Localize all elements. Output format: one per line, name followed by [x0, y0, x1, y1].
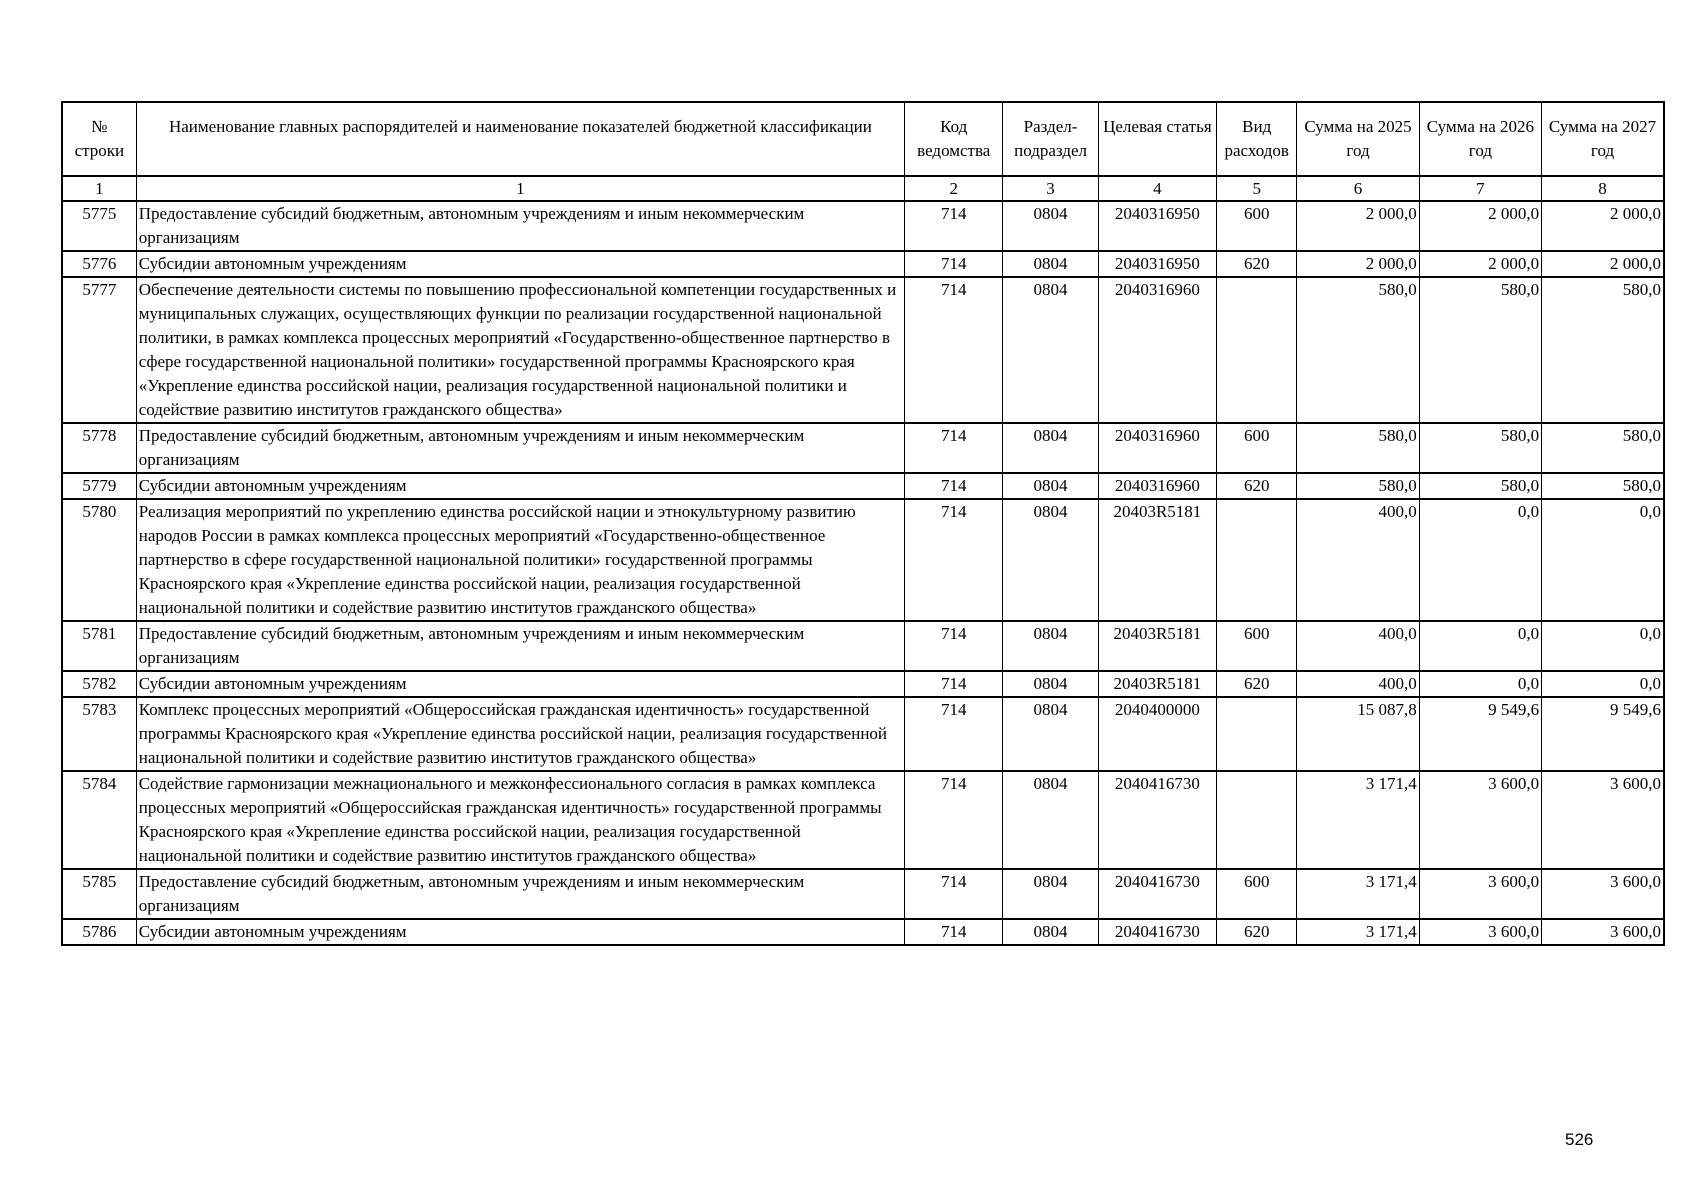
row-department-code: 714: [905, 771, 1003, 869]
row-target-article: 2040400000: [1098, 697, 1216, 771]
column-number: 6: [1297, 176, 1419, 201]
row-section: 0804: [1003, 473, 1098, 499]
row-sum-2026: 2 000,0: [1419, 251, 1541, 277]
row-sum-2025: 580,0: [1297, 473, 1419, 499]
row-expense-type: 620: [1217, 919, 1297, 945]
row-number: 5776: [62, 251, 136, 277]
row-target-article: 2040416730: [1098, 919, 1216, 945]
row-expense-type: 620: [1217, 671, 1297, 697]
row-section: 0804: [1003, 697, 1098, 771]
header-row-number: № строки: [62, 102, 136, 176]
row-department-code: 714: [905, 499, 1003, 621]
table-body: [62, 201, 1664, 945]
row-sum-2025: 400,0: [1297, 499, 1419, 621]
row-section: 0804: [1003, 869, 1098, 919]
header-sum-2027: Сумма на 2027 год: [1542, 102, 1664, 176]
table-row: [62, 201, 1664, 251]
row-number: 5783: [62, 697, 136, 771]
column-number: 2: [905, 176, 1003, 201]
row-name: Реализация мероприятий по укреплению единства российской нации и этнокультурному развитию народов России в рамках комплекса процессных мероприятий «Государственно-общественное партнерство в сфере государственной национальной политики» государственной программы Красноярского края «Укрепление единства российской нации, реализация государственной национальной политики и содействие развитию институтов гражданского общества»: [136, 499, 904, 621]
row-name: Субсидии автономным учреждениям: [136, 671, 904, 697]
column-number: 5: [1217, 176, 1297, 201]
row-sum-2025: 580,0: [1297, 277, 1419, 423]
row-section: 0804: [1003, 423, 1098, 473]
budget-table: [61, 101, 1665, 946]
row-section: 0804: [1003, 621, 1098, 671]
row-number: 5784: [62, 771, 136, 869]
row-sum-2027: 9 549,6: [1542, 697, 1664, 771]
table-row: [62, 697, 1664, 771]
row-name: Субсидии автономным учреждениям: [136, 251, 904, 277]
row-department-code: 714: [905, 621, 1003, 671]
header-section: Раздел-подраздел: [1003, 102, 1098, 176]
row-section: 0804: [1003, 277, 1098, 423]
row-sum-2025: 3 171,4: [1297, 919, 1419, 945]
row-department-code: 714: [905, 869, 1003, 919]
row-number: 5781: [62, 621, 136, 671]
row-name: Предоставление субсидий бюджетным, автономным учреждениям и иным некоммерческим организациям: [136, 201, 904, 251]
row-expense-type: [1217, 697, 1297, 771]
table-row: [62, 621, 1664, 671]
row-number: 5777: [62, 277, 136, 423]
table-row: [62, 277, 1664, 423]
column-number: 7: [1419, 176, 1541, 201]
row-number: 5786: [62, 919, 136, 945]
column-number: 4: [1098, 176, 1216, 201]
row-target-article: 2040316950: [1098, 201, 1216, 251]
row-number: 5778: [62, 423, 136, 473]
row-department-code: 714: [905, 671, 1003, 697]
header-row: [62, 102, 1664, 176]
row-sum-2027: 0,0: [1542, 621, 1664, 671]
row-sum-2026: 9 549,6: [1419, 697, 1541, 771]
row-sum-2027: 2 000,0: [1542, 201, 1664, 251]
row-name: Комплекс процессных мероприятий «Общероссийская гражданская идентичность» государственной программы Красноярского края «Укрепление единства российской нации, реализация государственной национальной политики и содействие развитию институтов гражданского общества»: [136, 697, 904, 771]
row-section: 0804: [1003, 671, 1098, 697]
table-row: [62, 771, 1664, 869]
row-name: Обеспечение деятельности системы по повышению профессиональной компетенции государственных и муниципальных служащих, осуществляющих функции по реализации государственной национальной политики, в рамках комплекса процессных мероприятий «Государственно-общественное партнерство в сфере государственной национальной политики» государственной программы Красноярского края «Укрепление единства российской нации, реализация государственной национальной политики и содействие развитию институтов гражданского общества»: [136, 277, 904, 423]
row-section: 0804: [1003, 771, 1098, 869]
row-sum-2025: 400,0: [1297, 671, 1419, 697]
row-department-code: 714: [905, 473, 1003, 499]
row-sum-2026: 3 600,0: [1419, 771, 1541, 869]
header-sum-2026: Сумма на 2026 год: [1419, 102, 1541, 176]
table-row: [62, 251, 1664, 277]
header-sum-2025: Сумма на 2025 год: [1297, 102, 1419, 176]
row-name: Содействие гармонизации межнационального и межконфессионального согласия в рамках комплекса процессных мероприятий «Общероссийская гражданская идентичность» государственной программы Красноярского края «Укрепление единства российской нации, реализация государственной национальной политики и содействие развитию институтов гражданского общества»: [136, 771, 904, 869]
table-row: [62, 671, 1664, 697]
row-sum-2027: 3 600,0: [1542, 869, 1664, 919]
row-expense-type: [1217, 499, 1297, 621]
row-number: 5780: [62, 499, 136, 621]
row-expense-type: 600: [1217, 423, 1297, 473]
row-expense-type: 600: [1217, 621, 1297, 671]
row-section: 0804: [1003, 499, 1098, 621]
table-row: [62, 919, 1664, 945]
column-number: 8: [1542, 176, 1664, 201]
row-sum-2025: 15 087,8: [1297, 697, 1419, 771]
row-sum-2025: 3 171,4: [1297, 869, 1419, 919]
row-sum-2026: 2 000,0: [1419, 201, 1541, 251]
row-number: 5785: [62, 869, 136, 919]
row-sum-2027: 3 600,0: [1542, 919, 1664, 945]
row-sum-2026: 580,0: [1419, 473, 1541, 499]
header-name: Наименование главных распорядителей и наименование показателей бюджетной классификации: [136, 102, 904, 176]
row-sum-2026: 580,0: [1419, 277, 1541, 423]
row-sum-2027: 580,0: [1542, 473, 1664, 499]
row-target-article: 20403R5181: [1098, 621, 1216, 671]
row-sum-2025: 2 000,0: [1297, 251, 1419, 277]
row-sum-2026: 0,0: [1419, 671, 1541, 697]
row-sum-2025: 2 000,0: [1297, 201, 1419, 251]
row-target-article: 2040316960: [1098, 277, 1216, 423]
column-number: 1: [62, 176, 136, 201]
row-sum-2026: 0,0: [1419, 499, 1541, 621]
row-section: 0804: [1003, 201, 1098, 251]
header-department-code: Код ведомства: [905, 102, 1003, 176]
row-section: 0804: [1003, 251, 1098, 277]
table-row: [62, 423, 1664, 473]
row-sum-2027: 580,0: [1542, 277, 1664, 423]
row-name: Предоставление субсидий бюджетным, автономным учреждениям и иным некоммерческим организациям: [136, 869, 904, 919]
row-expense-type: 600: [1217, 869, 1297, 919]
row-department-code: 714: [905, 423, 1003, 473]
row-name: Предоставление субсидий бюджетным, автономным учреждениям и иным некоммерческим организациям: [136, 423, 904, 473]
row-target-article: 20403R5181: [1098, 671, 1216, 697]
row-sum-2027: 2 000,0: [1542, 251, 1664, 277]
row-sum-2025: 400,0: [1297, 621, 1419, 671]
row-department-code: 714: [905, 251, 1003, 277]
row-expense-type: [1217, 277, 1297, 423]
row-number: 5782: [62, 671, 136, 697]
row-sum-2027: 0,0: [1542, 671, 1664, 697]
row-expense-type: [1217, 771, 1297, 869]
row-target-article: 2040316960: [1098, 473, 1216, 499]
row-target-article: 20403R5181: [1098, 499, 1216, 621]
row-sum-2026: 580,0: [1419, 423, 1541, 473]
row-expense-type: 620: [1217, 473, 1297, 499]
row-number: 5775: [62, 201, 136, 251]
row-expense-type: 620: [1217, 251, 1297, 277]
row-sum-2027: 0,0: [1542, 499, 1664, 621]
table-row: [62, 869, 1664, 919]
row-department-code: 714: [905, 919, 1003, 945]
row-department-code: 714: [905, 697, 1003, 771]
page-number: 526: [1565, 1130, 1594, 1149]
row-expense-type: 600: [1217, 201, 1297, 251]
column-number: 3: [1003, 176, 1098, 201]
row-sum-2026: 3 600,0: [1419, 919, 1541, 945]
row-sum-2027: 3 600,0: [1542, 771, 1664, 869]
row-sum-2026: 3 600,0: [1419, 869, 1541, 919]
column-number: 1: [136, 176, 904, 201]
column-numbers-row: [62, 176, 1664, 201]
table-row: [62, 499, 1664, 621]
row-target-article: 2040416730: [1098, 869, 1216, 919]
row-target-article: 2040316950: [1098, 251, 1216, 277]
header-target-article: Целевая статья: [1098, 102, 1216, 176]
table-row: [62, 473, 1664, 499]
row-sum-2025: 580,0: [1297, 423, 1419, 473]
row-department-code: 714: [905, 201, 1003, 251]
row-sum-2026: 0,0: [1419, 621, 1541, 671]
row-target-article: 2040416730: [1098, 771, 1216, 869]
row-section: 0804: [1003, 919, 1098, 945]
row-sum-2027: 580,0: [1542, 423, 1664, 473]
row-name: Субсидии автономным учреждениям: [136, 919, 904, 945]
header-expense-type: Вид расходов: [1217, 102, 1297, 176]
row-name: Предоставление субсидий бюджетным, автономным учреждениям и иным некоммерческим организациям: [136, 621, 904, 671]
row-department-code: 714: [905, 277, 1003, 423]
row-number: 5779: [62, 473, 136, 499]
row-sum-2025: 3 171,4: [1297, 771, 1419, 869]
row-name: Субсидии автономным учреждениям: [136, 473, 904, 499]
row-target-article: 2040316960: [1098, 423, 1216, 473]
